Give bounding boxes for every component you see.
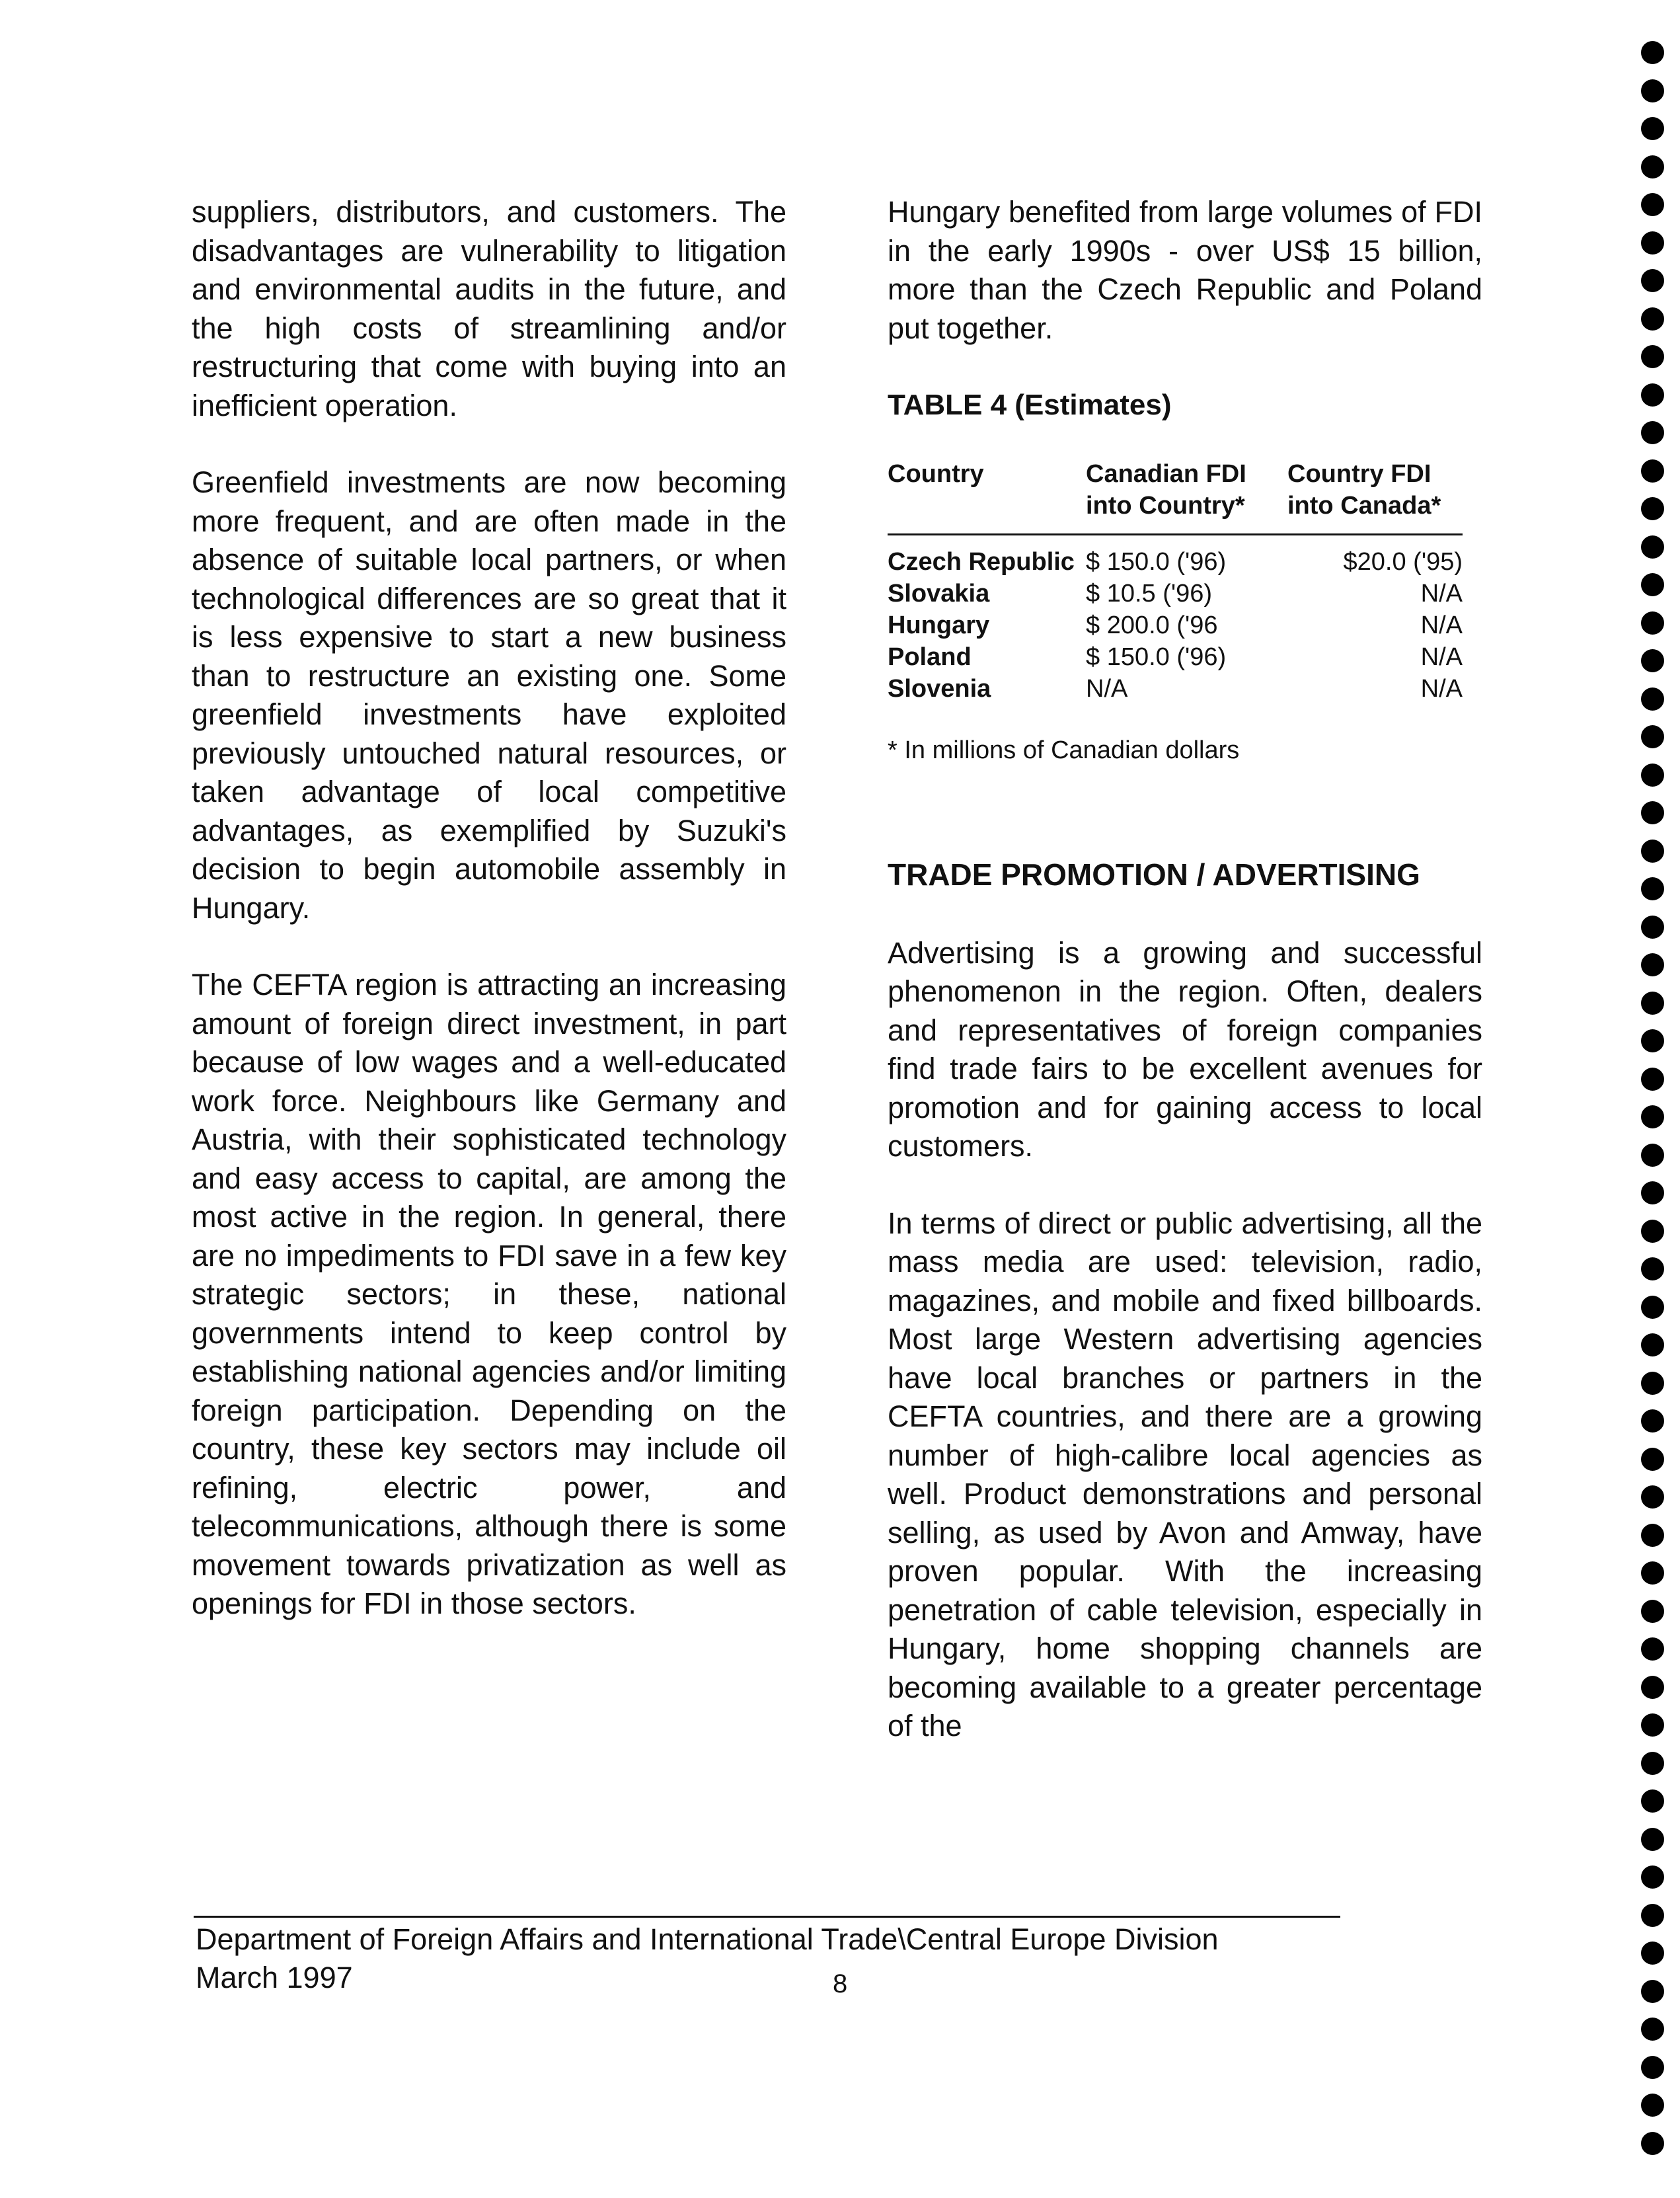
body-paragraph: Advertising is a growing and successful phenomenon in the region. Often, dealers and representatives of foreign companies find trade fairs to be excellent avenues for promotion and for gaining access to local customers. (888, 935, 1482, 1163)
binding-hole (1641, 41, 1664, 64)
binding-hole (1641, 1029, 1664, 1052)
binding-hole (1641, 117, 1664, 140)
binding-hole (1641, 1828, 1664, 1851)
cell-canadian-fdi: $ 200.0 ('96 (1086, 611, 1218, 639)
binding-hole (1641, 1068, 1664, 1091)
cell-country-fdi: N/A (1420, 643, 1463, 671)
binding-hole (1641, 1561, 1664, 1585)
binding-hole (1641, 1904, 1664, 1927)
cell-canadian-fdi: $ 10.5 ('96) (1086, 579, 1213, 608)
binding-hole (1641, 383, 1664, 407)
binding-hole (1641, 1296, 1664, 1319)
table-footnote: * In millions of Canadian dollars (888, 736, 1240, 764)
binding-hole (1641, 877, 1664, 900)
binding-hole (1641, 421, 1664, 444)
cell-canadian-fdi: $ 150.0 ('96) (1086, 643, 1227, 671)
body-paragraph: The CEFTA region is attracting an increasing amount of foreign direct investment, in part because of low wages and a well-educated work force. Neighbours like Germany and Austria, with their sophisticated technology and easy access to capital, are among the most active in the region. In general, there are no impediments to FDI save in a few key strategic sectors; in these, national governments intend to keep control by establishing national agencies and/or limiting foreign participation. Depending on the country, these key sectors may include oil refining, electric power, and telecommunications, although there is some movement towards privatization as well as openings for FDI in those sectors. (192, 968, 786, 1620)
binding-hole (1641, 1485, 1664, 1509)
binding-hole (1641, 801, 1664, 824)
binding-hole (1641, 916, 1664, 939)
table-row (888, 673, 1463, 705)
cell-country: Slovenia (888, 674, 991, 703)
binding-hole (1641, 1333, 1664, 1356)
cell-country: Slovakia (888, 579, 990, 608)
binding-hole (1641, 1600, 1664, 1623)
binding-holes (1641, 41, 1665, 2170)
binding-hole (1641, 1865, 1664, 1889)
binding-hole (1641, 269, 1664, 292)
header-canadian-fdi: Canadian FDI into Country* (1086, 459, 1246, 520)
binding-hole (1641, 573, 1664, 596)
table-row (888, 609, 1463, 641)
intro-paragraph: Hungary benefited from large volumes of FDI in the early 1990s - over US$ 15 billion, more than the Czech Republic and Poland put together. (888, 195, 1482, 345)
binding-hole (1641, 79, 1664, 102)
binding-hole (1641, 1789, 1664, 1813)
binding-hole (1641, 1181, 1664, 1204)
binding-hole (1641, 1980, 1664, 2003)
binding-hole (1641, 497, 1664, 520)
binding-hole (1641, 1676, 1664, 1699)
right-column (888, 193, 1482, 1784)
binding-hole (1641, 1942, 1664, 1965)
binding-hole (1641, 687, 1664, 711)
binding-hole (1641, 1448, 1664, 1471)
section-heading: TRADE PROMOTION / ADVERTISING (888, 857, 1420, 892)
binding-hole (1641, 1220, 1664, 1243)
binding-hole (1641, 1752, 1664, 1775)
table-header-row (888, 458, 1463, 535)
body-paragraph: In terms of direct or public advertising, all the mass media are used: television, radio, magazines, and mobile and fixed billboards. Most large Western advertising agencies have local branches or partners in the CEFTA countries, and there are a growing number of high-calibre local agencies as well. Product demonstrations and personal selling, as used by Avon and Amway, have proven popular. With the increasing penetration of cable television, especially in Hungary, home shopping channels are becoming available to a greater percentage of the (888, 1206, 1482, 1743)
footer-rule (194, 1916, 1340, 1918)
binding-hole (1641, 307, 1664, 331)
binding-hole (1641, 155, 1664, 178)
cell-canadian-fdi: N/A (1086, 674, 1128, 703)
binding-hole (1641, 992, 1664, 1015)
binding-hole (1641, 231, 1664, 255)
binding-hole (1641, 1524, 1664, 1547)
binding-hole (1641, 649, 1664, 672)
table-row (888, 641, 1463, 673)
cell-canadian-fdi: $ 150.0 ('96) (1086, 547, 1227, 576)
header-country: Country (888, 459, 984, 488)
binding-hole (1641, 611, 1664, 635)
fdi-table (888, 458, 1463, 705)
binding-hole (1641, 2132, 1664, 2155)
binding-hole (1641, 345, 1664, 368)
footer-department: Department of Foreign Affairs and International Trade\Central Europe Division (196, 1922, 1219, 1956)
binding-hole (1641, 459, 1664, 483)
binding-hole (1641, 1713, 1664, 1737)
footer-date: March 1997 (196, 1961, 353, 1994)
table-title: TABLE 4 (Estimates) (888, 389, 1172, 421)
body-paragraph: suppliers, distributors, and customers. The disadvantages are vulnerability to litigation and environmental audits in the future, and the high costs of streamlining and/or restructuring that come with buying into an inefficient operation. (192, 195, 786, 422)
binding-hole (1641, 2056, 1664, 2079)
cell-country: Poland (888, 643, 972, 671)
binding-hole (1641, 1637, 1664, 1661)
binding-hole (1641, 1372, 1664, 1395)
cell-country-fdi: N/A (1420, 611, 1463, 639)
binding-hole (1641, 1144, 1664, 1167)
binding-hole (1641, 840, 1664, 863)
binding-hole (1641, 725, 1664, 748)
table-row (888, 534, 1463, 578)
binding-hole (1641, 764, 1664, 787)
binding-hole (1641, 1409, 1664, 1433)
cell-country: Czech Republic (888, 547, 1075, 576)
left-column (192, 193, 786, 1662)
cell-country-fdi: N/A (1420, 579, 1463, 608)
cell-country-fdi: $20.0 ('95) (1343, 547, 1463, 576)
binding-hole (1641, 2094, 1664, 2117)
binding-hole (1641, 535, 1664, 559)
cell-country: Hungary (888, 611, 990, 639)
header-country-fdi: Country FDI into Canada* (1287, 459, 1441, 520)
binding-hole (1641, 953, 1664, 976)
page-number: 8 (833, 1969, 848, 1998)
table-row (888, 578, 1463, 609)
body-paragraph: Greenfield investments are now becoming more frequent, and are often made in the absence of suitable local partners, or when technological differences are so great that it is less expensive to start a new business than to restructure an existing one. Some greenfield investments have exploited previously untouched natural resources, or taken advantage of local competitive advantages, as exemplified by Suzuki's decision to begin automobile assembly in Hungary. (192, 465, 786, 925)
cell-country-fdi: N/A (1420, 674, 1463, 703)
binding-hole (1641, 1257, 1664, 1280)
binding-hole (1641, 1105, 1664, 1128)
binding-hole (1641, 2018, 1664, 2041)
binding-hole (1641, 193, 1664, 216)
